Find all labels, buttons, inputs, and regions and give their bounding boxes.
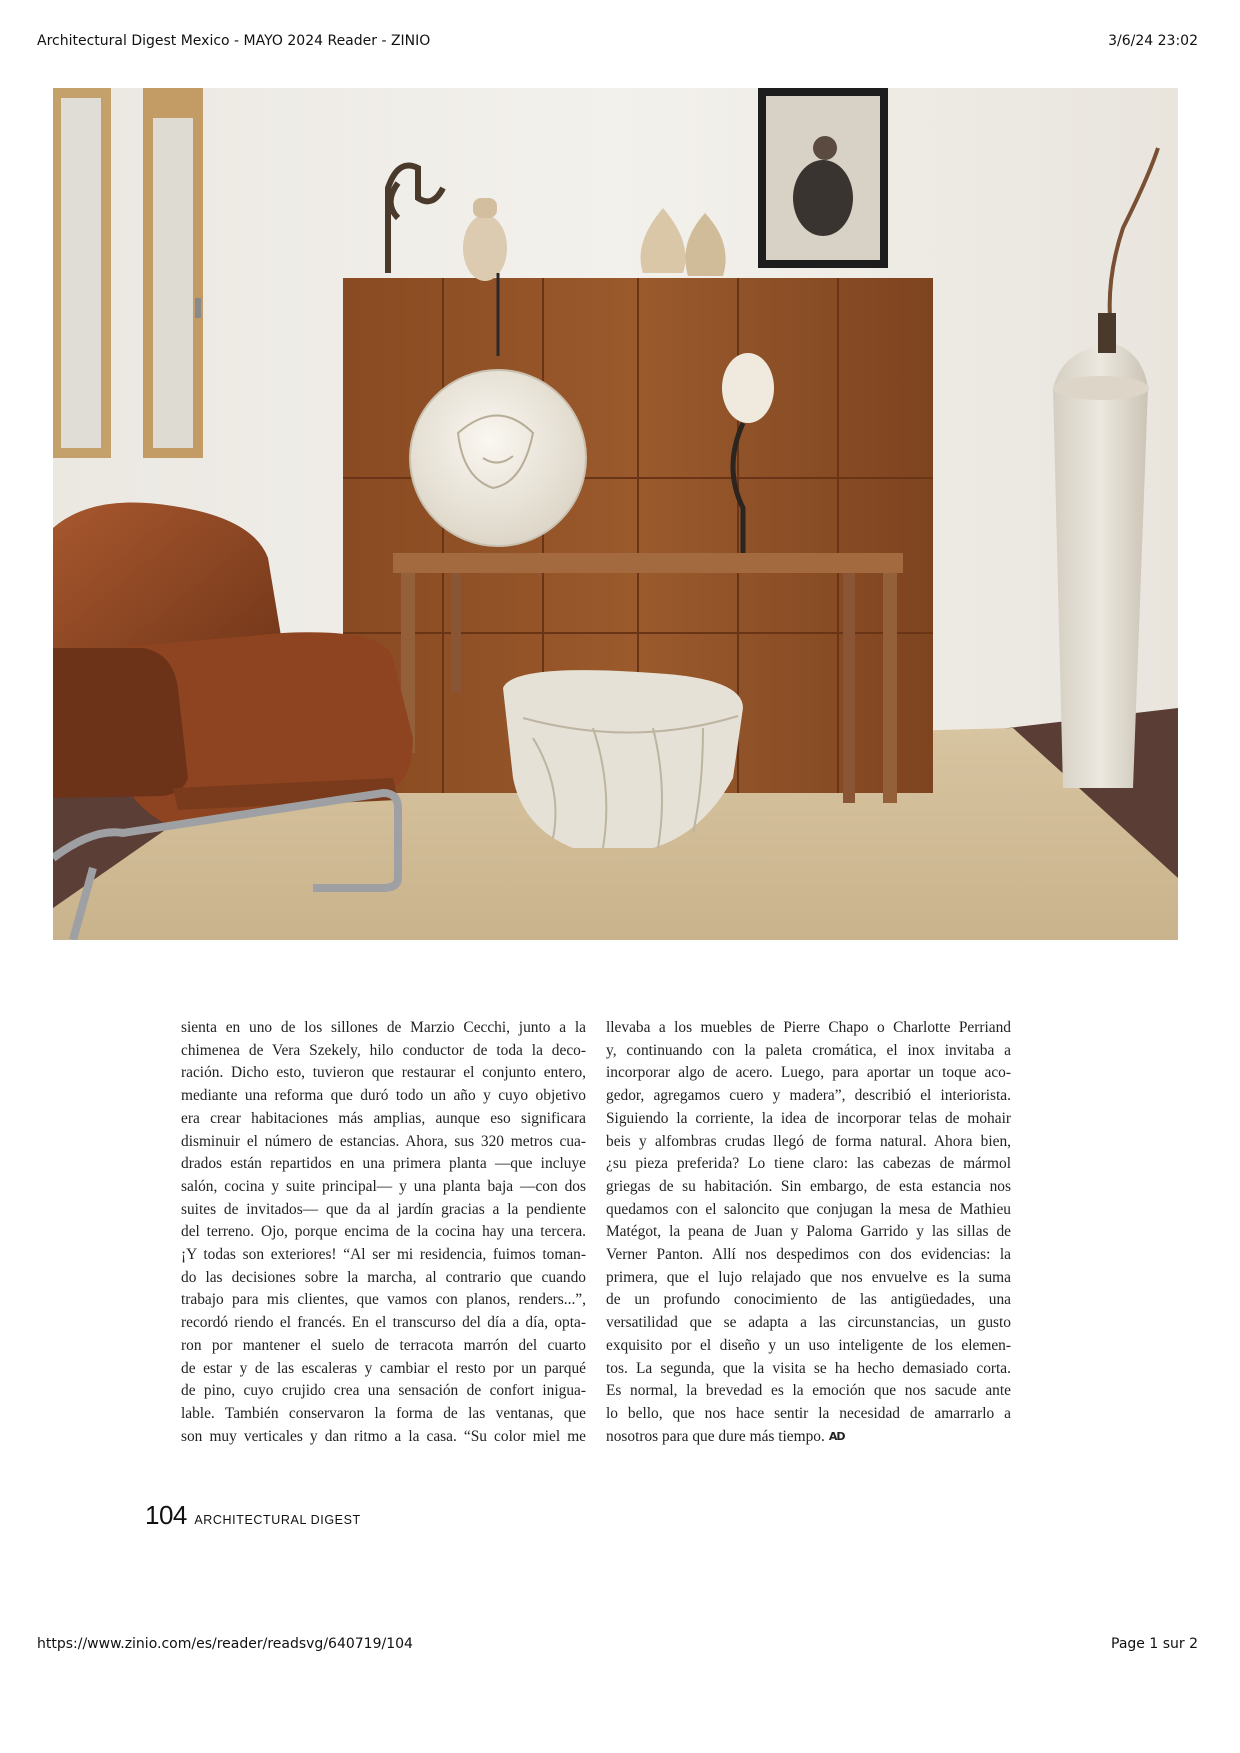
text-line: de un profundo conocimiento de las antigüedades, una bbox=[606, 1291, 1011, 1309]
text-line: lable. También conservaron la forma de las ventanas, que bbox=[181, 1404, 586, 1422]
document-title: Architectural Digest Mexico - MAYO 2024 Reader - ZINIO bbox=[37, 33, 431, 49]
living-room-photo bbox=[53, 88, 1178, 940]
text-line: Verner Panton. Allí nos despedimos con dos evidencias: la bbox=[606, 1246, 1011, 1264]
text-line: de estar y de las escaleras y cambiar el resto por un parqué bbox=[181, 1359, 586, 1377]
interior-photo bbox=[53, 88, 1178, 940]
text-line: del terreno. Ojo, porque encima de la cocina hay una tercera. bbox=[181, 1223, 586, 1241]
text-line: Siguiendo la corriente, la idea de incorporar telas de mohair bbox=[606, 1109, 1011, 1127]
text-line: ración. Dicho esto, tuvieron que restaurar el conjunto entero, bbox=[181, 1064, 586, 1082]
text-line: ¿su pieza preferida? Lo tiene claro: las cabezas de mármol bbox=[606, 1155, 1011, 1173]
text-line: disminuir el número de estancias. Ahora, sus 320 metros cua- bbox=[181, 1132, 586, 1150]
article-column-left bbox=[181, 1017, 586, 1448]
page-number: 104 bbox=[145, 1500, 187, 1530]
text-line: chimenea de Vera Szekely, hilo conductor de toda la deco- bbox=[181, 1041, 586, 1059]
text-line: y, continuando con la paleta cromática, el inox invitaba a bbox=[606, 1041, 1011, 1059]
text-line: era crear habitaciones más amplias, aunque eso significara bbox=[181, 1109, 586, 1127]
text-line: versatilidad que se adapta a las circunstancias, un gusto bbox=[606, 1314, 1011, 1332]
text-line-final bbox=[606, 1426, 1011, 1449]
text-line: drados están repartidos en una primera planta —que incluye bbox=[181, 1155, 586, 1173]
text-line: lo bello, que nos hace sentir la necesidad de amarrarlo a bbox=[606, 1404, 1011, 1422]
text-line: sienta en uno de los sillones de Marzio Cecchi, junto a la bbox=[181, 1019, 586, 1036]
text-line: trabajo para mis clientes, que vamos con planos, renders...”, bbox=[181, 1291, 586, 1309]
text-line: nosotros para que dure más tiempo. bbox=[606, 1427, 825, 1445]
text-line: primera, que el lujo relajado que nos envuelve es la suma bbox=[606, 1268, 1011, 1286]
text-line: ron por mantener el suelo de terracota marrón del cuarto bbox=[181, 1336, 586, 1354]
text-line: exquisito por el diseño y un uso inteligente de los elemen- bbox=[606, 1336, 1011, 1354]
text-line: salón, cocina y suite principal— y una planta baja —con dos bbox=[181, 1177, 586, 1195]
text-line: son muy verticales y dan ritmo a la casa. “Su color miel me bbox=[181, 1427, 586, 1445]
text-line: quedamos con el saloncito que conjugan la mesa de Mathieu bbox=[606, 1200, 1011, 1218]
text-line: Es normal, la brevedad es la emoción que nos sacude ante bbox=[606, 1382, 1011, 1400]
text-line: ¡Y todas son exteriores! “Al ser mi residencia, fuimos toman- bbox=[181, 1246, 586, 1264]
article-column-right bbox=[606, 1017, 1011, 1448]
page-folio bbox=[145, 1500, 361, 1530]
text-line: suites de invitados— que da al jardín gracias a la pendiente bbox=[181, 1200, 586, 1218]
page-url: https://www.zinio.com/es/reader/readsvg/640719/104 bbox=[37, 1636, 413, 1652]
text-line: mediante una reforma que duró todo un año y cuyo objetivo bbox=[181, 1087, 586, 1105]
text-line: llevaba a los muebles de Pierre Chapo o Charlotte Perriand bbox=[606, 1019, 1011, 1036]
page-indicator: Page 1 sur 2 bbox=[1111, 1636, 1198, 1652]
text-line: recordó riendo el francés. En el transcurso del día a día, opta- bbox=[181, 1314, 586, 1332]
text-line: griegas de su habitación. Sin embargo, de esta estancia nos bbox=[606, 1177, 1011, 1195]
print-footer bbox=[37, 1636, 1198, 1656]
text-line: do las decisiones sobre la marcha, al contrario que cuando bbox=[181, 1268, 586, 1286]
text-line: incorporar algo de acero. Luego, para aportar un toque aco- bbox=[606, 1064, 1011, 1082]
text-line: beis y alfombras crudas llegó de forma natural. Ahora bien, bbox=[606, 1132, 1011, 1150]
text-line: de pino, cuyo crujido crea una sensación de confort inigua- bbox=[181, 1382, 586, 1400]
print-datetime: 3/6/24 23:02 bbox=[1108, 33, 1198, 49]
ad-end-mark: AD bbox=[828, 1429, 845, 1443]
text-line: tos. La segunda, que la visita se ha hecho demasiado corta. bbox=[606, 1359, 1011, 1377]
magazine-name: ARCHITECTURAL DIGEST bbox=[194, 1513, 361, 1527]
text-line: Matégot, la peana de Juan y Paloma Garrido y las sillas de bbox=[606, 1223, 1011, 1241]
print-header bbox=[37, 33, 1198, 53]
text-line: gedor, agregamos cuero y madera”, describió el interiorista. bbox=[606, 1087, 1011, 1105]
